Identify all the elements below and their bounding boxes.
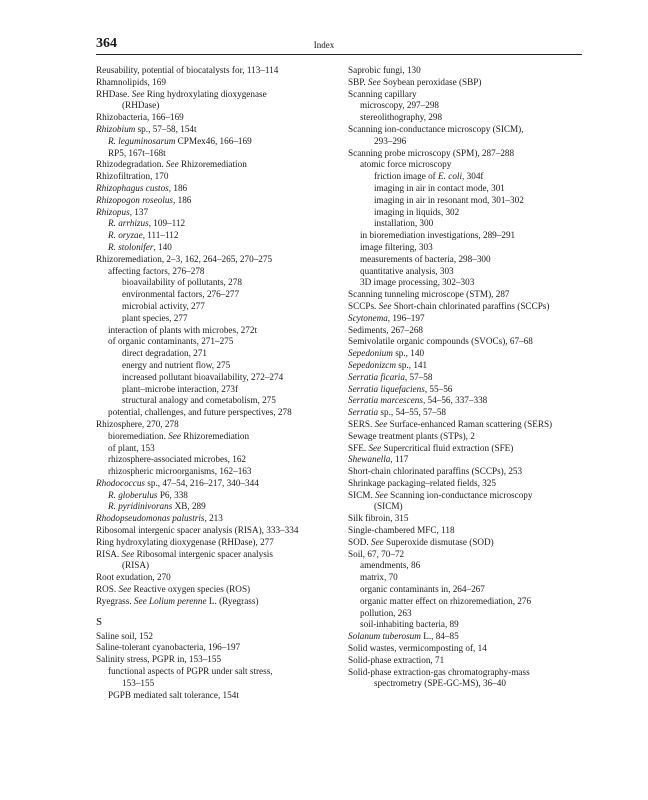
index-entry	[348, 100, 584, 112]
index-entry-text: imaging in air in contact mode, 301	[374, 182, 505, 193]
index-entry-text: SBP.	[348, 76, 368, 87]
index-entry-text: functional aspects of PGPR under salt stress,	[108, 666, 273, 677]
index-entry-italic-text: R. leguminosarum	[108, 135, 176, 146]
index-entry-text: Superoxide dismutase (SOD)	[383, 536, 494, 547]
index-entry	[96, 266, 332, 278]
index-entry	[348, 348, 584, 360]
index-entry	[96, 407, 332, 419]
index-entry-text: Scanning ion-conductance microscopy	[387, 489, 533, 500]
index-entry	[348, 171, 584, 183]
index-entry	[96, 372, 332, 384]
index-entry-text: , 54–56, 337–338	[422, 395, 488, 406]
index-entry	[96, 631, 332, 643]
index-entry-text: Semivolatile organic compounds (SVOCs), 67–68	[348, 336, 533, 347]
index-entry	[348, 454, 584, 466]
index-entry	[96, 159, 332, 171]
index-entry-italic-text: See	[131, 88, 145, 99]
index-entry	[348, 537, 584, 549]
index-entry	[348, 124, 584, 136]
index-entry-text: ROS.	[96, 584, 119, 595]
index-entry	[348, 572, 584, 584]
index-entry-text: installation, 300	[374, 218, 434, 229]
index-entry	[96, 384, 332, 396]
index-entry-text: Ryegrass.	[96, 595, 134, 606]
index-entry-text: , 111–112	[142, 230, 179, 241]
index-entry	[96, 124, 332, 136]
index-entry-italic-text: Serratia ficaria	[348, 371, 405, 382]
index-entry-text: Scanning probe microscopy (SPM), 287–288	[348, 147, 515, 158]
index-entry-italic-text: Sepedonium	[348, 348, 393, 359]
index-entry-italic-text: Rhizopus	[96, 206, 130, 217]
index-entry-text: bioavailability of pollutants, 278	[122, 277, 242, 288]
index-entry	[96, 443, 332, 455]
index-entry	[348, 183, 584, 195]
index-entry-text: Surface-enhanced Raman scattering (SERS)	[387, 418, 553, 429]
index-entry-text: (RHDase)	[122, 100, 160, 111]
index-entry-text: Short-chain chlorinated paraffins (SCCPs)	[391, 300, 550, 311]
index-entry	[348, 336, 584, 348]
index-entry	[96, 89, 332, 101]
index-entry-text: matrix, 70	[360, 572, 398, 583]
index-entry-italic-text: Lolium perenne	[148, 595, 207, 606]
index-entry-text: Solid-phase extraction, 71	[348, 654, 445, 665]
index-entry-text: , 137	[129, 206, 149, 217]
index-entry-text: PGPB mediated salt tolerance, 154t	[108, 689, 239, 700]
index-entry-text: rhizosphere-associated microbes, 162	[108, 454, 247, 465]
index-entry-text: Root exudation, 270	[96, 572, 171, 583]
index-entry	[348, 195, 584, 207]
index-entry	[96, 148, 332, 160]
index-entry	[96, 642, 332, 654]
index-entry	[348, 242, 584, 254]
index-entry-text: plant–microbe interaction, 273f	[122, 383, 239, 394]
index-entry	[96, 313, 332, 325]
index-entry	[96, 490, 332, 502]
index-entry-text: bioremediation.	[108, 430, 169, 441]
index-entry-italic-text: R. pyridinivorans	[108, 501, 173, 512]
index-entry-italic-text: See	[165, 159, 179, 170]
index-entry	[96, 195, 332, 207]
index-entry-italic-text: See	[375, 489, 388, 500]
index-entry	[96, 112, 332, 124]
index-entry	[348, 513, 584, 525]
index-entry-text: quantitative analysis, 303	[360, 265, 454, 276]
index-entry	[348, 407, 584, 419]
index-entry-text: SERS.	[348, 418, 375, 429]
index-entry-italic-text: See	[368, 442, 382, 453]
index-entry	[348, 266, 584, 278]
index-entry-italic-text: R. oryzae	[108, 230, 143, 241]
index-entry-text: atomic force microscopy	[360, 159, 452, 170]
index-entry-text: RHDase.	[96, 88, 132, 99]
index-entry	[96, 336, 332, 348]
index-entry	[348, 490, 584, 502]
index-entry-text: SFE.	[348, 442, 369, 453]
section-spacer	[96, 608, 332, 616]
index-entry	[348, 360, 584, 372]
index-column-right	[348, 65, 584, 690]
index-entry	[96, 537, 332, 549]
index-entry	[348, 501, 584, 513]
index-entry-italic-text: R. globerulus	[108, 489, 158, 500]
index-entry-text: RISA.	[96, 548, 122, 559]
index-entry	[348, 619, 584, 631]
index-entry-text: increased pollutant bioavailability, 272–274	[122, 371, 284, 382]
index-entry-text: pollution, 263	[360, 607, 412, 618]
index-entry-text: , 140	[153, 241, 172, 252]
index-entry-italic-text: Rhodopseudomonas palustris	[96, 513, 205, 524]
index-entry-text: , 109–112	[148, 218, 186, 229]
index-entry	[348, 596, 584, 608]
index-entry-text: sp., 141	[395, 359, 428, 370]
index-column-left	[96, 65, 332, 701]
page-number: 364	[96, 36, 117, 51]
index-entry	[96, 230, 332, 242]
index-entry-italic-text: See	[168, 430, 181, 441]
index-entry-italic-text: Rhizopogon roseolus	[96, 194, 173, 205]
index-entry-text: Ribosomal intergenic spacer analysis (RISA), 333–334	[96, 525, 299, 536]
index-entry-text: RP5, 167t–168t	[108, 147, 166, 158]
index-entry-text: Supercritical fluid extraction (SFE)	[381, 442, 514, 453]
index-entry-text: CPMex46, 166–169	[175, 135, 252, 146]
index-entry-italic-text: See	[374, 418, 388, 429]
index-entry	[96, 513, 332, 525]
index-entry	[348, 77, 584, 89]
index-entry-italic-text: E. coli	[438, 171, 463, 182]
index-entry-text: Scanning ion-conductance microscopy (SICM),	[348, 123, 524, 134]
index-entry	[348, 89, 584, 101]
index-entry-text: spectrometry (SPE-GC-MS), 36–40	[374, 678, 506, 689]
index-entry-text: Rhizoremediation, 2–3, 162, 264–265, 270–275	[96, 253, 273, 264]
index-entry	[348, 419, 584, 431]
index-entry-text: Rhizoremediation	[178, 159, 247, 170]
index-entry	[96, 466, 332, 478]
running-head: Index	[313, 40, 335, 50]
index-entry	[348, 112, 584, 124]
index-entry-text: Saline soil, 152	[96, 630, 153, 641]
index-entry-text: Rhizoremediation	[180, 430, 250, 441]
index-entry-text: Rhizobacteria, 166–169	[96, 112, 184, 123]
index-entry	[348, 667, 584, 679]
index-entry	[96, 560, 332, 572]
index-entry	[96, 596, 332, 608]
index-entry-text: Single-chambered MFC, 118	[348, 525, 455, 536]
index-entry	[96, 454, 332, 466]
index-entry	[348, 289, 584, 301]
index-entry-text: interaction of plants with microbes, 272t	[108, 324, 258, 335]
index-entry-text: Solid wastes, vermicomposting of, 14	[348, 643, 487, 654]
index-entry-text: environmental factors, 276–277	[122, 289, 240, 300]
index-entry	[96, 501, 332, 513]
index-entry-text: Short-chain chlorinated paraffins (SCCPs), 253	[348, 466, 523, 477]
index-entry-text: P6, 338	[157, 489, 188, 500]
index-entry	[348, 443, 584, 455]
index-entry-text: (RISA)	[122, 560, 150, 571]
index-entry-text: Ring hydroxylating dioxygenase (RHDase), 277	[96, 536, 274, 547]
index-entry-text: XB, 289	[172, 501, 206, 512]
index-entry-text: Rhizodegradation.	[96, 159, 166, 170]
index-entry	[348, 549, 584, 561]
index-entry	[96, 348, 332, 360]
index-entry	[348, 431, 584, 443]
index-entry	[96, 478, 332, 490]
index-entry	[96, 218, 332, 230]
index-entry-italic-text: R. arrhizus	[108, 218, 149, 229]
index-entry-text: Rhizosphere, 270, 278	[96, 418, 179, 429]
index-entry-text: organic contaminants in, 264–267	[360, 584, 485, 595]
index-entry-italic-text: Serratia	[348, 407, 379, 418]
index-entry	[348, 65, 584, 77]
index-entry	[348, 218, 584, 230]
index-entry	[96, 572, 332, 584]
index-entry	[96, 431, 332, 443]
index-entry-text: sp., 47–54, 216–217, 340–344	[144, 477, 259, 488]
index-entry-text: measurements of bacteria, 298–300	[360, 253, 491, 264]
index-entry-text: , 196–197	[387, 312, 425, 323]
index-entry-text: 153–155	[122, 677, 155, 688]
index-entry-text: Scanning tunneling microscope (STM), 287	[348, 289, 510, 300]
index-entry	[348, 631, 584, 643]
index-entry-text: , 186	[173, 194, 192, 205]
index-entry	[96, 690, 332, 702]
index-entry	[96, 584, 332, 596]
index-entry	[96, 100, 332, 112]
index-entry-italic-text: Sepedonizcm	[348, 359, 396, 370]
index-entry-italic-text: See	[133, 595, 147, 606]
index-entry	[348, 136, 584, 148]
index-entry-text: microscopy, 297–298	[360, 100, 440, 111]
index-entry-text: Silk fibroin, 315	[348, 513, 409, 524]
index-entry-text: Saline-tolerant cyanobacteria, 196–197	[96, 642, 241, 653]
index-entry	[348, 159, 584, 171]
index-entry	[96, 678, 332, 690]
index-entry-text: sp., 57–58, 154t	[135, 123, 197, 134]
index-entry-italic-text: Scytonema	[348, 312, 388, 323]
index-entry	[96, 277, 332, 289]
index-entry-text: Scanning capillary	[348, 88, 417, 99]
index-entry-italic-text: Serratia marcescens	[348, 395, 423, 406]
index-entry	[96, 136, 332, 148]
index-entry	[348, 301, 584, 313]
index-entry	[96, 395, 332, 407]
index-entry-italic-text: Shewanella	[348, 454, 391, 465]
index-entry-text: organic matter effect on rhizoremediation, 276	[360, 595, 532, 606]
index-entry	[348, 148, 584, 160]
index-entry	[348, 372, 584, 384]
index-entry-text: SCCPs.	[348, 300, 379, 311]
index-entry-text: sp., 140	[392, 348, 425, 359]
index-entry-text: in bioremediation investigations, 289–291	[360, 230, 516, 241]
index-entry-text: Soil, 67, 70–72	[348, 548, 405, 559]
index-entry-italic-text: Rhodococcus	[96, 477, 145, 488]
index-entry-text: direct degradation, 271	[122, 348, 207, 359]
index-entry	[348, 313, 584, 325]
index-entry-text: , 213	[204, 513, 223, 524]
index-entry-text: energy and nutrient flow, 275	[122, 359, 231, 370]
index-entry	[348, 584, 584, 596]
index-entry-text: L. (Ryegrass)	[206, 595, 259, 606]
header-rule	[96, 54, 582, 55]
index-entry-text: SICM.	[348, 489, 376, 500]
index-entry-text: L., 84–85	[420, 631, 459, 642]
index-entry-italic-text: See	[378, 300, 392, 311]
index-entry	[96, 654, 332, 666]
index-entry-text: , 117	[390, 454, 409, 465]
index-entry-text: imaging in air in resonant mod, 301–302	[374, 194, 524, 205]
index-entry-text: SOD.	[348, 536, 371, 547]
index-entry	[96, 549, 332, 561]
index-entry-text: Rhamnolipids, 169	[96, 76, 166, 87]
index-entry-text: 3D image processing, 302–303	[360, 277, 475, 288]
index-entry-text: Sewage treatment plants (STPs), 2	[348, 430, 475, 441]
index-entry	[96, 525, 332, 537]
index-entry-text: structural analogy and cometabolism, 275	[122, 395, 276, 406]
index-entry-text: (SICM)	[374, 501, 403, 512]
index-entry	[348, 230, 584, 242]
index-entry-italic-text: See	[118, 584, 132, 595]
index-entry	[96, 289, 332, 301]
index-entry	[96, 77, 332, 89]
index-entry-italic-text: R. stolonifer	[108, 241, 154, 252]
index-entry-text: Reusability, potential of biocatalysts for, 113–114	[96, 65, 279, 75]
index-entry	[96, 171, 332, 183]
index-entry	[96, 65, 332, 77]
index-entry	[348, 655, 584, 667]
index-entry-text: soil-inhabiting bacteria, 89	[360, 619, 459, 630]
index-entry	[348, 277, 584, 289]
index-entry-italic-text: See	[121, 548, 135, 559]
index-entry	[348, 466, 584, 478]
index-letter-heading: S	[96, 615, 103, 628]
index-entry-text: amendments, 86	[360, 560, 421, 571]
index-entry-text: sp., 54–55, 57–58	[378, 407, 447, 418]
index-entry	[348, 643, 584, 655]
index-entry	[348, 678, 584, 690]
index-entry-text: Saprobic fungi, 130	[348, 65, 421, 75]
index-entry-text: of organic contaminants, 271–275	[108, 336, 234, 347]
index-entry	[96, 301, 332, 313]
index-entry-italic-text: Rhizophagus custos	[96, 182, 169, 193]
index-entry	[348, 254, 584, 266]
index-entry	[348, 525, 584, 537]
index-entry-text: Shrinkage packaging–related fields, 325	[348, 477, 496, 488]
index-entry	[96, 242, 332, 254]
index-entry-text: potential, challenges, and future perspectives, 278	[108, 407, 292, 418]
index-entry	[96, 325, 332, 337]
index-entry-text: plant species, 277	[122, 312, 188, 323]
index-entry-text: Solid-phase extraction-gas chromatography-mass	[348, 666, 530, 677]
index-entry-text: affecting factors, 276–278	[108, 265, 205, 276]
index-entry-text: Salinity stress, PGPR in, 153–155	[96, 654, 222, 665]
index-entry-text: Sediments, 267–268	[348, 324, 424, 335]
index-entry	[96, 254, 332, 266]
index-entry-text: Ribosomal intergenic spacer analysis	[134, 548, 273, 559]
index-entry	[348, 395, 584, 407]
index-entry-text: Soybean peroxidase (SBP)	[380, 76, 482, 87]
index-entry-italic-text: Serratia liquefaciens	[348, 383, 425, 394]
index-entry-text: stereolithography, 298	[360, 112, 443, 123]
index-entry-text: of plant, 153	[108, 442, 155, 453]
index-entry	[348, 207, 584, 219]
index-entry-text: Ring hydroxylating dioxygenase	[144, 88, 267, 99]
index-entry-text: 293–296	[374, 135, 407, 146]
index-entry	[96, 360, 332, 372]
index-entry-text: microbial activity, 277	[122, 300, 205, 311]
index-entry-text: imaging in liquids, 302	[374, 206, 460, 217]
index-entry	[96, 183, 332, 195]
index-entry-text: friction image of	[374, 171, 439, 182]
index-entry-italic-text: See	[370, 536, 384, 547]
index-entry	[96, 419, 332, 431]
index-entry	[348, 608, 584, 620]
index-entry	[348, 560, 584, 572]
index-entry-text: , 304f	[462, 171, 484, 182]
index-entry	[348, 325, 584, 337]
index-entry-text: rhizospheric microorganisms, 162–163	[108, 466, 252, 477]
index-entry	[96, 207, 332, 219]
index-entry-text: Rhizofiltration, 170	[96, 171, 169, 182]
index-entry-text: , 57–58	[404, 371, 433, 382]
index-entry-text: Reactive oxygen species (ROS)	[131, 584, 251, 595]
index-entry-text: image filtering, 303	[360, 241, 433, 252]
index-entry-italic-text: Rhizobium	[96, 123, 136, 134]
index-entry-text: , 55–56	[424, 383, 453, 394]
index-entry	[348, 478, 584, 490]
index-entry-italic-text: See	[367, 76, 381, 87]
index-entry	[348, 384, 584, 396]
index-entry	[96, 666, 332, 678]
index-entry-italic-text: Solanum tuberosum	[348, 631, 421, 642]
index-entry-text: , 186	[168, 182, 188, 193]
